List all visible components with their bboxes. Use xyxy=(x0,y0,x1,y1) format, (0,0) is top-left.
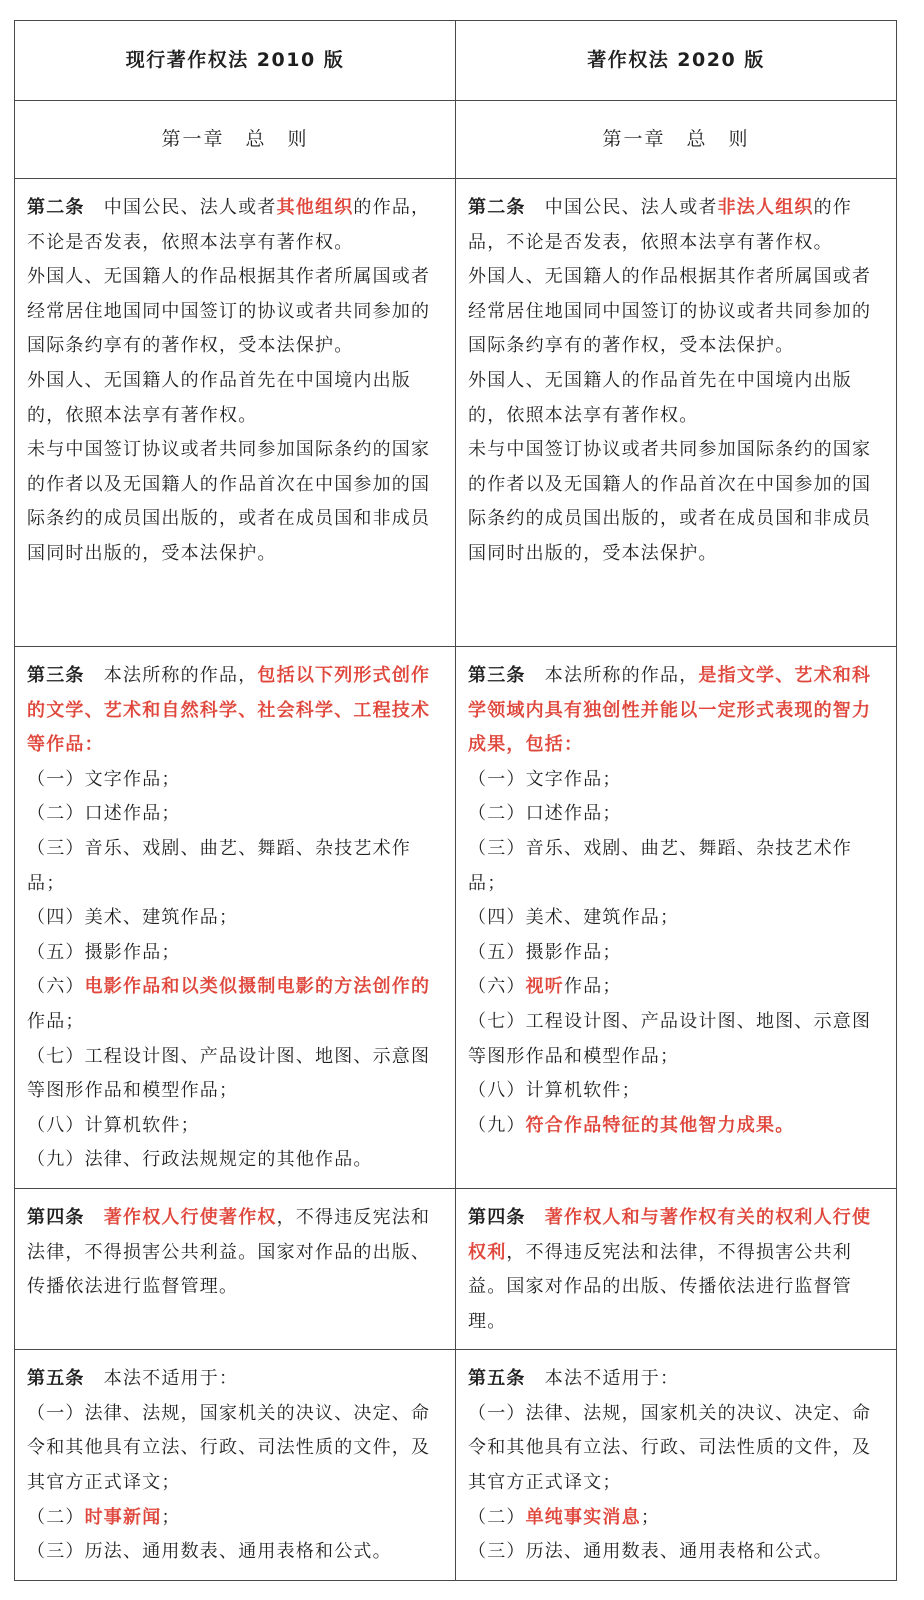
article-heading-paragraph xyxy=(27,1201,443,1305)
article-paragraph xyxy=(468,970,884,1005)
article-text: 外国人、无国籍人的作品根据其作者所属国或者经常居住地国同中国签订的协议或者共同参加的国际条约享有的著作权，受本法保护。 xyxy=(468,266,872,357)
article-number: 第二条 xyxy=(27,197,85,218)
article-heading-paragraph xyxy=(468,1201,884,1339)
article-3-2020-cell xyxy=(456,647,897,1189)
article-text: 作品； xyxy=(27,1010,85,1032)
article-paragraph xyxy=(27,1535,443,1570)
article-text: （五）摄影作品； xyxy=(27,941,181,963)
article-paragraph xyxy=(27,1501,443,1536)
article-text: ； xyxy=(161,1506,181,1528)
article-text: （二） xyxy=(27,1506,85,1528)
article-row-3 xyxy=(15,647,897,1189)
article-paragraph xyxy=(27,936,443,971)
article-text: ； xyxy=(640,1506,661,1528)
article-heading-paragraph xyxy=(27,1362,443,1397)
article-number: 第三条 xyxy=(468,665,526,686)
article-text: 未与中国签订协议或者共同参加国际条约的国家的作者以及无国籍人的作品首次在中国参加的国际条约的成员国出版的，或者在成员国和非成员国同时出版的，受本法保护。 xyxy=(27,439,431,564)
article-text: 外国人、无国籍人的作品首先在中国境内出版的，依照本法享有著作权。 xyxy=(27,369,411,426)
article-paragraph xyxy=(27,1109,443,1144)
amended-text-highlight: 视听 xyxy=(525,976,565,998)
article-text: 中国公民、法人或者 xyxy=(84,197,277,218)
article-paragraph xyxy=(27,1040,443,1109)
article-4-2020-cell xyxy=(456,1188,897,1349)
article-paragraph xyxy=(27,1397,443,1501)
article-heading-paragraph xyxy=(468,191,884,260)
article-text: 的作品，不论是否发表，依照本法享有著作权。 xyxy=(468,197,853,253)
article-heading-paragraph xyxy=(27,191,443,260)
article-text: ，不得违反宪法和法律，不得损害公共利益。国家对作品的出版、传播依法进行监督管理。 xyxy=(27,1206,431,1298)
article-paragraph xyxy=(27,260,443,364)
article-text: （三）历法、通用数表、通用表格和公式。 xyxy=(468,1541,833,1563)
article-number: 第四条 xyxy=(27,1206,85,1228)
article-text: （二）口述作品； xyxy=(468,803,622,825)
header-2010-version: 现行著作权法 2010 版 xyxy=(15,21,456,101)
article-text: （九） xyxy=(468,1114,526,1136)
article-paragraph xyxy=(468,364,884,433)
article-text: ，不得违反宪法和法律，不得损害公共利益。国家对作品的出版、传播依法进行监督管理。 xyxy=(468,1241,853,1332)
article-4-2010-cell xyxy=(15,1188,456,1349)
amended-text-highlight: 符合作品特征的其他智力成果。 xyxy=(525,1114,795,1136)
article-paragraph xyxy=(468,1501,884,1536)
article-paragraph xyxy=(27,364,443,433)
article-paragraph xyxy=(468,260,884,364)
article-text: （七）工程设计图、产品设计图、地图、示意图等图形作品和模型作品； xyxy=(468,1010,872,1067)
article-3-2010-cell xyxy=(15,647,456,1189)
article-paragraph xyxy=(468,433,884,571)
article-text xyxy=(526,1207,545,1228)
article-text: 作品； xyxy=(564,976,622,998)
article-text: （五）摄影作品； xyxy=(468,941,622,963)
article-text: （一）法律、法规，国家机关的决议、决定、命令和其他具有立法、行政、司法性质的文件，及其官方正式译文； xyxy=(468,1402,872,1494)
amended-text-highlight: 著作权人行使著作权 xyxy=(103,1206,277,1228)
article-heading-paragraph xyxy=(468,659,884,763)
article-text: 外国人、无国籍人的作品根据其作者所属国或者经常居住地国同中国签订的协议或者共同参加的国际条约享有的著作权，受本法保护。 xyxy=(27,266,431,357)
article-text: （八）计算机软件； xyxy=(468,1080,641,1102)
article-number: 第二条 xyxy=(468,197,526,218)
article-number: 第五条 xyxy=(27,1368,85,1390)
article-text: （四）美术、建筑作品； xyxy=(468,907,680,929)
amended-text-highlight: 包括以下列形式创作的文学、艺术和自然科学、社会科学、工程技术等作品： xyxy=(27,665,431,756)
article-text: （八）计算机软件； xyxy=(27,1114,200,1136)
article-text: 中国公民、法人或者 xyxy=(525,197,718,218)
article-row-2 xyxy=(15,179,897,647)
article-text xyxy=(85,1207,104,1228)
article-number: 第五条 xyxy=(468,1368,526,1390)
article-paragraph xyxy=(468,936,884,971)
article-number: 第三条 xyxy=(27,665,85,686)
comparison-table xyxy=(14,20,897,1581)
article-paragraph xyxy=(468,797,884,832)
chapter-title-2010: 第一章 总 则 xyxy=(15,101,456,179)
article-paragraph xyxy=(468,1074,884,1109)
article-paragraph xyxy=(27,901,443,936)
article-text: （六） xyxy=(468,976,526,998)
article-text: （三）历法、通用数表、通用表格和公式。 xyxy=(27,1541,392,1563)
table-header-row xyxy=(15,21,897,101)
article-paragraph xyxy=(468,901,884,936)
article-paragraph xyxy=(468,1109,884,1144)
article-paragraph xyxy=(27,797,443,832)
article-text: 的作品，不论是否发表，依照本法享有著作权。 xyxy=(27,197,431,253)
article-row-5 xyxy=(15,1350,897,1581)
article-2-2020-cell xyxy=(456,179,897,647)
chapter-title-2020: 第一章 总 则 xyxy=(456,101,897,179)
article-text: （一）法律、法规，国家机关的决议、决定、命令和其他具有立法、行政、司法性质的文件，及其官方正式译文； xyxy=(27,1402,431,1494)
article-text: （二） xyxy=(468,1506,526,1528)
article-text: （一）文字作品； xyxy=(468,768,622,790)
article-paragraph xyxy=(468,763,884,798)
article-text: 外国人、无国籍人的作品首先在中国境内出版的，依照本法享有著作权。 xyxy=(468,369,852,426)
article-text: （四）美术、建筑作品； xyxy=(27,907,239,929)
article-text: （一）文字作品； xyxy=(27,768,181,790)
article-heading-paragraph xyxy=(27,659,443,763)
article-paragraph xyxy=(468,1535,884,1570)
article-text: （七）工程设计图、产品设计图、地图、示意图等图形作品和模型作品； xyxy=(27,1045,431,1102)
article-2-2010-cell xyxy=(15,179,456,647)
article-paragraph xyxy=(27,1143,443,1178)
article-text: （二）口述作品； xyxy=(27,803,181,825)
article-paragraph xyxy=(468,832,884,901)
article-text: （九）法律、行政法规规定的其他作品。 xyxy=(27,1149,373,1171)
article-paragraph xyxy=(27,832,443,901)
amended-text-highlight: 非法人组织 xyxy=(717,197,814,218)
amended-text-highlight: 时事新闻 xyxy=(84,1506,162,1528)
article-text: 本法不适用于： xyxy=(84,1368,239,1390)
article-text: 本法不适用于： xyxy=(525,1368,680,1390)
article-text: （三）音乐、戏剧、曲艺、舞蹈、杂技艺术作品； xyxy=(27,837,411,894)
article-text: （三）音乐、戏剧、曲艺、舞蹈、杂技艺术作品； xyxy=(468,837,852,894)
article-paragraph xyxy=(468,1397,884,1501)
article-number: 第四条 xyxy=(468,1206,526,1228)
article-paragraph xyxy=(468,1005,884,1074)
amended-text-highlight: 其他组织 xyxy=(276,197,354,218)
amended-text-highlight: 单纯事实消息 xyxy=(525,1506,641,1528)
amended-text-highlight: 著作权人和与著作权有关的权利人行使权利 xyxy=(468,1206,872,1263)
amended-text-highlight: 是指文学、艺术和科学领域内具有独创性并能以一定形式表现的智力成果，包括： xyxy=(468,665,872,756)
header-2020-version: 著作权法 2020 版 xyxy=(456,21,897,101)
article-paragraph xyxy=(27,970,443,1039)
article-paragraph xyxy=(27,433,443,571)
article-text: （六） xyxy=(27,976,85,998)
article-heading-paragraph xyxy=(468,1362,884,1397)
article-text: 本法所称的作品， xyxy=(525,665,699,686)
article-paragraph xyxy=(27,763,443,798)
article-text: 未与中国签订协议或者共同参加国际条约的国家的作者以及无国籍人的作品首次在中国参加的国际条约的成员国出版的，或者在成员国和非成员国同时出版的，受本法保护。 xyxy=(468,439,872,564)
article-5-2010-cell xyxy=(15,1350,456,1581)
article-text: 本法所称的作品， xyxy=(84,665,258,686)
chapter-row xyxy=(15,101,897,179)
amended-text-highlight: 电影作品和以类似摄制电影的方法创作的 xyxy=(84,976,431,998)
article-5-2020-cell xyxy=(456,1350,897,1581)
article-row-4 xyxy=(15,1188,897,1349)
